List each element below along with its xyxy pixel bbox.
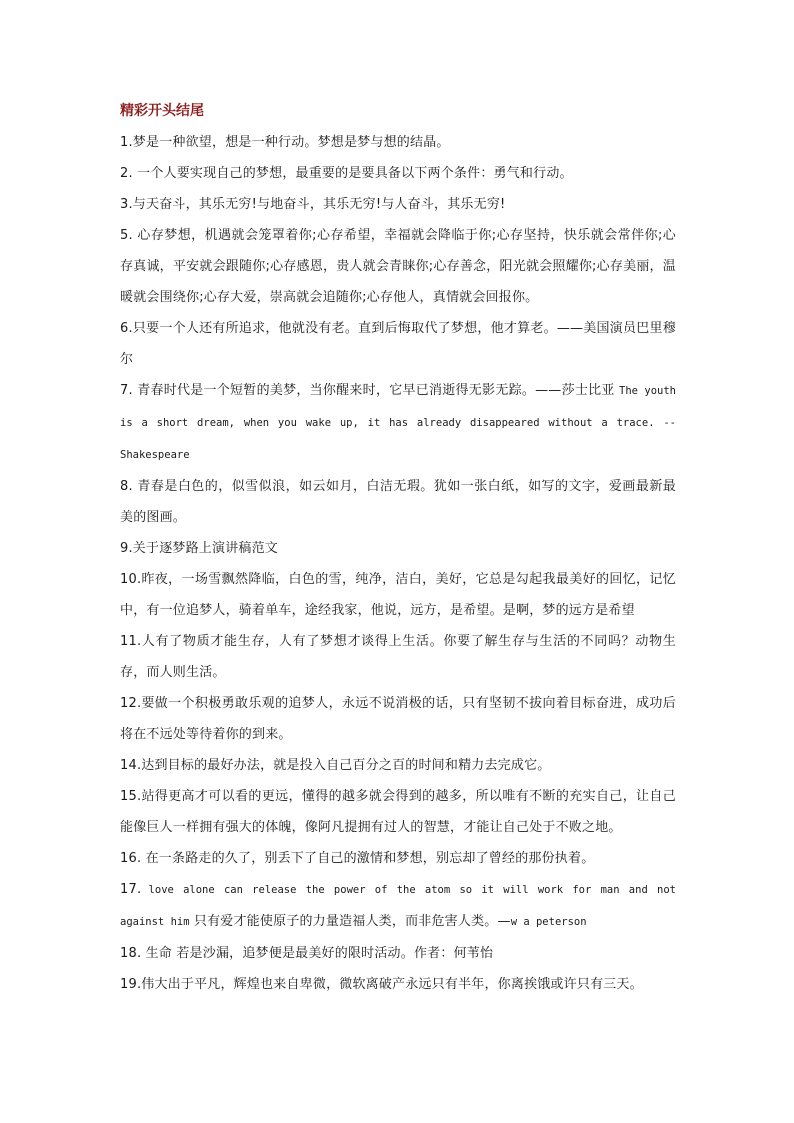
document-title: 精彩开头结尾 <box>120 103 204 119</box>
paragraph-18: 18. 生命 若是沙漏，追梦便是最美好的限时活动。作者：何苇怡 <box>120 946 494 961</box>
paragraph-11: 11.人有了物质才能生存，人有了梦想才谈得上生活。你要了解生存与生活的不同吗？动物生存，而人则生活。 <box>120 634 676 680</box>
paragraph-9: 9.关于逐梦路上演讲稿范文 <box>120 541 279 556</box>
paragraph-5: 5. 心存梦想，机遇就会笼罩着你;心存希望，幸福就会降临于你;心存坚持，快乐就会常伴你;心存真诚，平安就会跟随你;心存感恩，贵人就会青睐你;心存善念，阳光就会照耀你;心存美丽，温暖就会围绕你;心存大爱，崇高就会追随你;心存他人，真情就会回报你。 <box>120 228 676 305</box>
paragraph-1: 1.梦是一种欲望，想是一种行动。梦想是梦与想的结晶。 <box>120 135 450 150</box>
paragraph-14: 14.达到目标的最好办法，就是投入自己百分之百的时间和精力去完成它。 <box>120 758 551 773</box>
paragraph-12: 12.要做一个积极勇敢乐观的追梦人，永远不说消极的话，只有坚韧不拔向着目标奋进，成功后将在不远处等待着你的到来。 <box>120 696 676 742</box>
paragraph-2: 2. 一个人要实现自己的梦想，最重要的是要具备以下两个条件：勇气和行动。 <box>120 166 573 181</box>
paragraph-17: 17. love alone can release the power of the atom so it will work for man and not against him 只有爱才能使原子的力量造福人类，而非危害人类。—w a peterson <box>120 882 676 929</box>
paragraph-10: 10.昨夜，一场雪飘然降临，白色的雪，纯净，洁白，美好，它总是勾起我最美好的回忆，记忆中，有一位追梦人，骑着单车，途经我家，他说，远方，是希望。是啊，梦的远方是希望 <box>120 572 676 618</box>
paragraph-15: 15.站得更高才可以看的更远，懂得的越多就会得到的越多，所以唯有不断的充实自己，让自己能像巨人一样拥有强大的体魄，像阿凡提拥有过人的智慧，才能让自己处于不败之地。 <box>120 789 676 835</box>
paragraph-19: 19.伟大出于平凡，辉煌也来自卑微，微软离破产永远只有半年，你离挨饿或许只有三天。 <box>120 977 643 992</box>
latin-text-run: love alone can release the power of the atom so it will work for man and not against him <box>120 884 676 928</box>
document-page <box>120 96 676 1000</box>
paragraph-16: 16. 在一条路走的久了，别丢下了自己的激情和梦想，别忘却了曾经的那份执着。 <box>120 851 595 866</box>
latin-text-run: The youth is a short dream, when you wake up, it has already disappeared without a trace. -- Shakespeare <box>120 385 676 461</box>
paragraph-8: 8. 青春是白色的，似雪似浪，如云如月，白洁无瑕。犹如一张白纸，如写的文字，爱画最新最美的图画。 <box>120 479 676 525</box>
paragraph-6: 6.只要一个人还有所追求，他就没有老。直到后悔取代了梦想，他才算老。——美国演员巴里穆尔 <box>120 321 676 367</box>
paragraph-7: 7. 青春时代是一个短暂的美梦，当你醒来时，它早已消逝得无影无踪。——莎士比亚 The youth is a short dream, when you wake up, it has already disappeared without a trace. -- Shakespeare <box>120 383 676 461</box>
latin-text-run: w a peterson <box>510 916 587 928</box>
paragraph-3: 3.与天奋斗，其乐无穷!与地奋斗，其乐无穷!与人奋斗，其乐无穷! <box>120 197 506 212</box>
